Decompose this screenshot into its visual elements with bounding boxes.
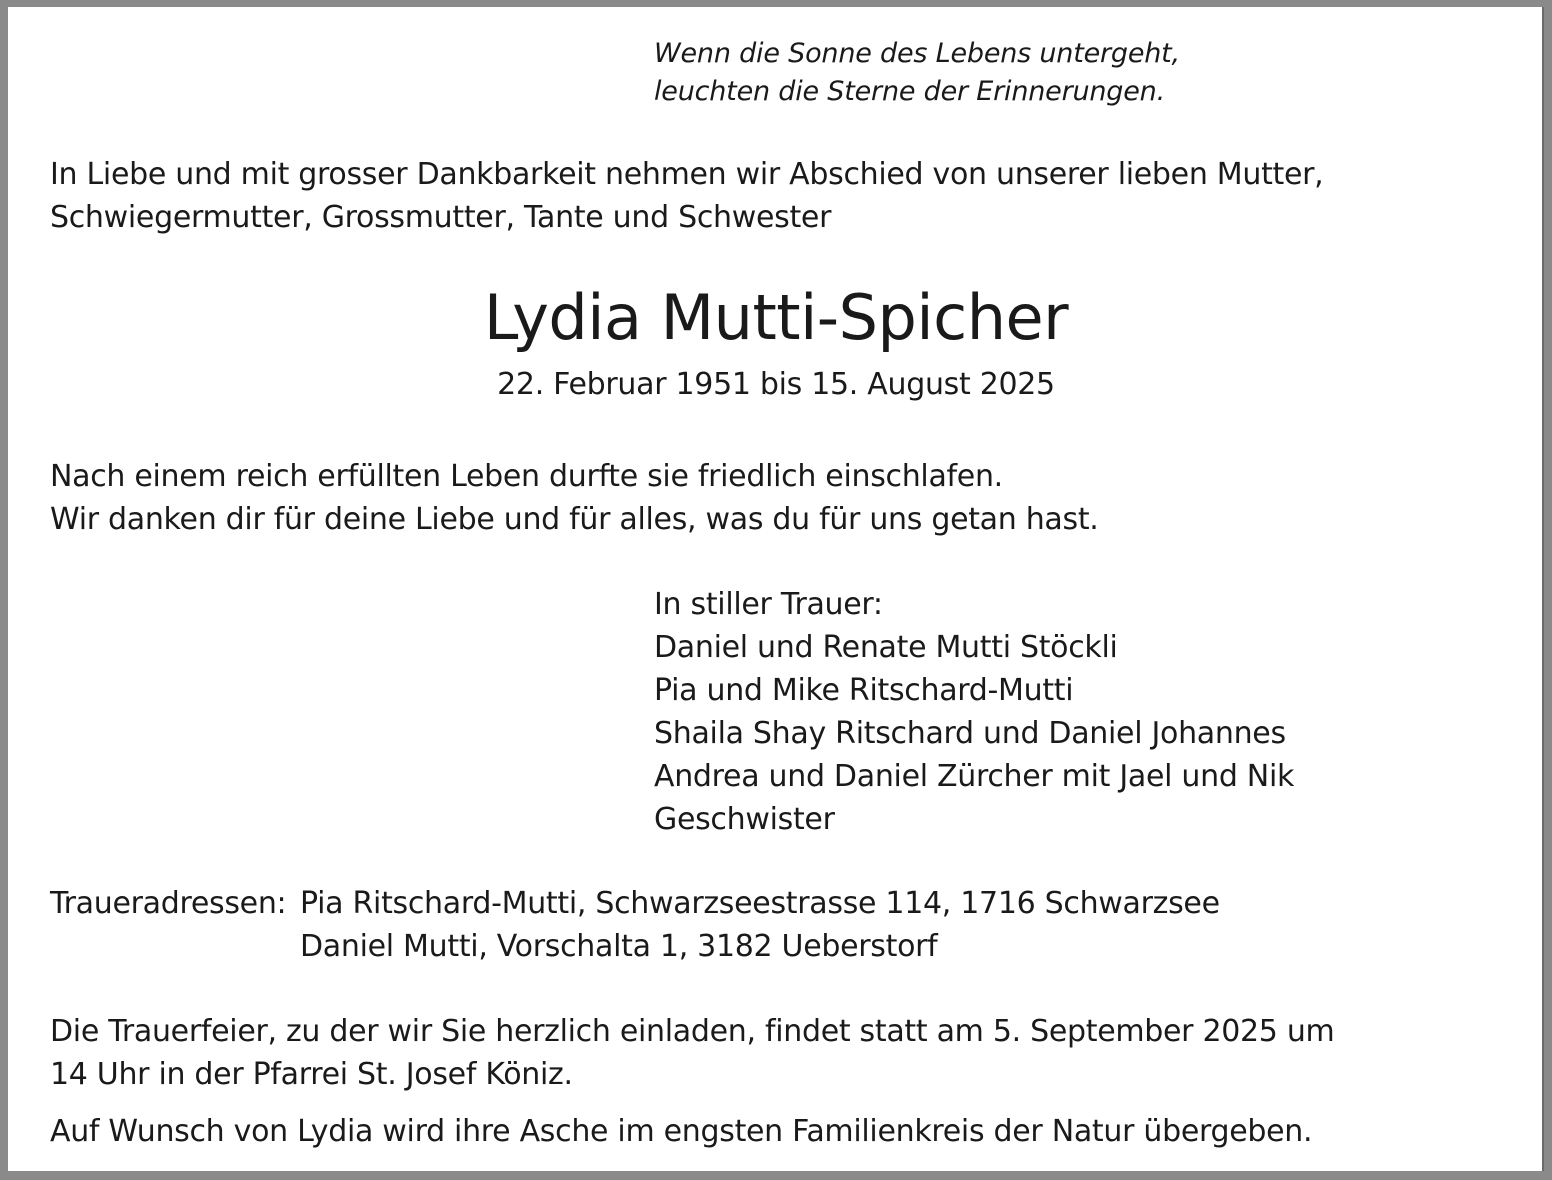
intro-text bbox=[50, 153, 1323, 239]
mourner-name: Andrea und Daniel Zürcher mit Jael und Nik bbox=[654, 759, 1295, 794]
deceased-name: Lydia Mutti-Spicher bbox=[483, 281, 1069, 354]
ceremony-line-1: Die Trauerfeier, zu der wir Sie herzlich einladen, findet statt am 5. September 2025 um bbox=[50, 1014, 1335, 1049]
life-dates: 22. Februar 1951 bis 15. August 2025 bbox=[497, 367, 1055, 402]
address-entry: Pia Ritschard-Mutti, Schwarzseestrasse 114, 1716 Schwarzsee bbox=[300, 886, 1220, 921]
motto-line-1: Wenn die Sonne des Lebens untergeht, bbox=[654, 38, 1180, 69]
mourner-name: Shaila Shay Ritschard und Daniel Johannes bbox=[654, 716, 1286, 751]
intro-line-1: In Liebe und mit grosser Dankbarkeit nehmen wir Abschied von unserer lieben Mutter, bbox=[50, 157, 1324, 192]
mourner-name: Pia und Mike Ritschard-Mutti bbox=[654, 673, 1074, 708]
motto-line-2: leuchten die Sterne der Erinnerungen. bbox=[654, 76, 1165, 107]
motto-quote bbox=[654, 35, 1180, 111]
address-entry: Daniel Mutti, Vorschalta 1, 3182 Ueberstorf bbox=[300, 929, 938, 964]
mourners-heading: In stiller Trauer: bbox=[654, 587, 883, 622]
ceremony-line-2: 14 Uhr in der Pfarrei St. Josef Köniz. bbox=[50, 1057, 573, 1092]
addresses-values bbox=[300, 882, 1220, 968]
mourner-name: Daniel und Renate Mutti Stöckli bbox=[654, 630, 1118, 665]
message-line-1: Nach einem reich erfüllten Leben durfte sie friedlich einschlafen. bbox=[50, 459, 1003, 494]
message-line-2: Wir danken dir für deine Liebe und für alles, was du für uns getan hast. bbox=[50, 502, 1099, 537]
final-wish: Auf Wunsch von Lydia wird ihre Asche im engsten Familienkreis der Natur übergeben. bbox=[50, 1114, 1313, 1149]
mourners-list bbox=[654, 583, 1294, 841]
addresses-label: Traueradressen: bbox=[50, 886, 287, 921]
intro-line-2: Schwiegermutter, Grossmutter, Tante und Schwester bbox=[50, 200, 832, 235]
mourner-name: Geschwister bbox=[654, 802, 835, 837]
obituary-card bbox=[8, 7, 1544, 1171]
farewell-message bbox=[50, 455, 1099, 541]
ceremony-info bbox=[50, 1010, 1334, 1096]
